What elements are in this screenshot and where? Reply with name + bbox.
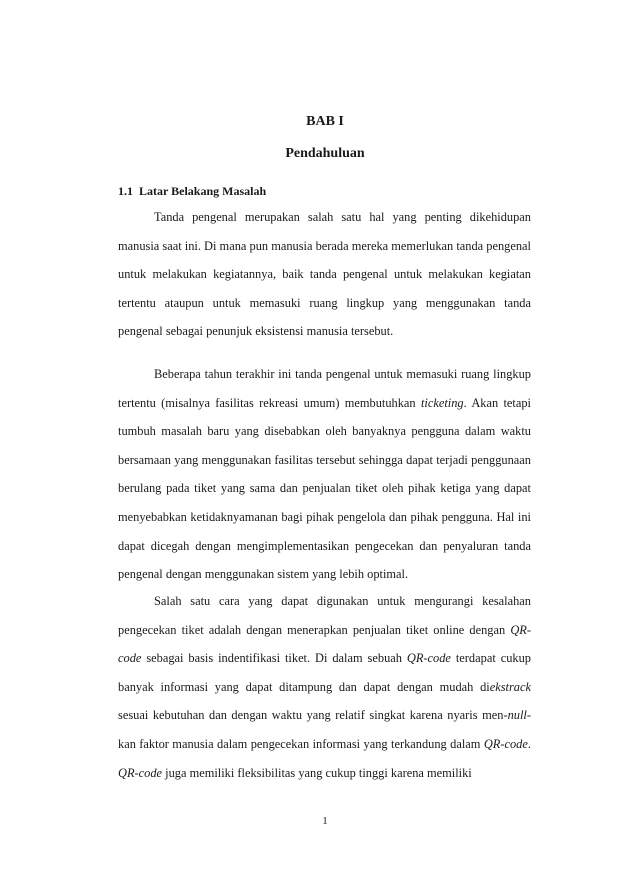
- section-heading: [118, 184, 266, 199]
- italic-term: null: [507, 708, 527, 723]
- text-run: Salah satu cara yang dapat digunakan untuk mengurangi kesalahan pengecekan tiket adalah dengan menerapkan penjualan tiket online dengan: [118, 594, 531, 637]
- section-title: Latar Belakang Masalah: [139, 184, 267, 198]
- italic-term: QR-code: [483, 736, 528, 751]
- text-run: .: [527, 736, 531, 751]
- chapter-heading: BAB I: [306, 114, 344, 129]
- italic-term: ticketing: [420, 395, 464, 410]
- paragraph-2: [118, 360, 531, 589]
- paragraph-1: [118, 203, 531, 346]
- italic-term: QR-code: [118, 622, 531, 666]
- text-run: juga memiliki fleksibilitas yang cukup tinggi karena memiliki: [162, 765, 472, 780]
- page-number: 1: [322, 815, 328, 827]
- text-run: Tanda pengenal merupakan salah satu hal yang penting dikehidupan manusia saat ini. Di mana pun manusia berada mereka memerlukan tanda pengenal untuk melakukan kegiatannya, baik tanda pengenal untuk melakukan kegiatan tertentu ataupun untuk memasuki ruang lingkup yang menggunakan tanda pengenal sebagai penunjuk eksistensi manusia tersebut.: [118, 210, 531, 339]
- italic-term: ekstrack: [489, 679, 531, 694]
- text-run: sebagai basis indentifikasi tiket. Di dalam sebuah: [141, 651, 407, 666]
- text-run: Beberapa tahun terakhir ini tanda pengenal untuk memasuki ruang lingkup tertentu (misalnya fasilitas rekreasi umum) membutuhkan: [118, 367, 531, 410]
- italic-term: QR-code: [406, 651, 451, 666]
- text-run: . Akan tetapi tumbuh masalah baru yang disebabkan oleh banyaknya pengguna dalam waktu bersamaan yang menggunakan fasilitas tersebut sehingga dapat terjadi penggunaan berulang pada tiket yang sama dan penjualan tiket oleh pihak ketiga yang dapat menyebabkan ketidaknyamanan bagi pihak pengelola dan pihak pengguna. Hal ini dapat dicegah dengan mengimplementasikan pengecekan dan penyaluran tanda pengenal dengan menggunakan sistem yang lebih optimal.: [118, 395, 531, 582]
- text-run: -kan faktor manusia dalam pengecekan informasi yang terkandung dalam: [118, 708, 531, 751]
- text-run: sesuai kebutuhan dan dengan waktu yang relatif singkat karena nyaris men-: [118, 708, 508, 723]
- italic-term: QR-code: [118, 765, 163, 780]
- text-run: terdapat cukup banyak informasi yang dapat ditampung dan dapat dengan mudah di: [118, 651, 531, 694]
- chapter-title: Pendahuluan: [285, 146, 365, 161]
- paragraph-3: [118, 587, 531, 787]
- section-number: 1.1: [118, 184, 133, 198]
